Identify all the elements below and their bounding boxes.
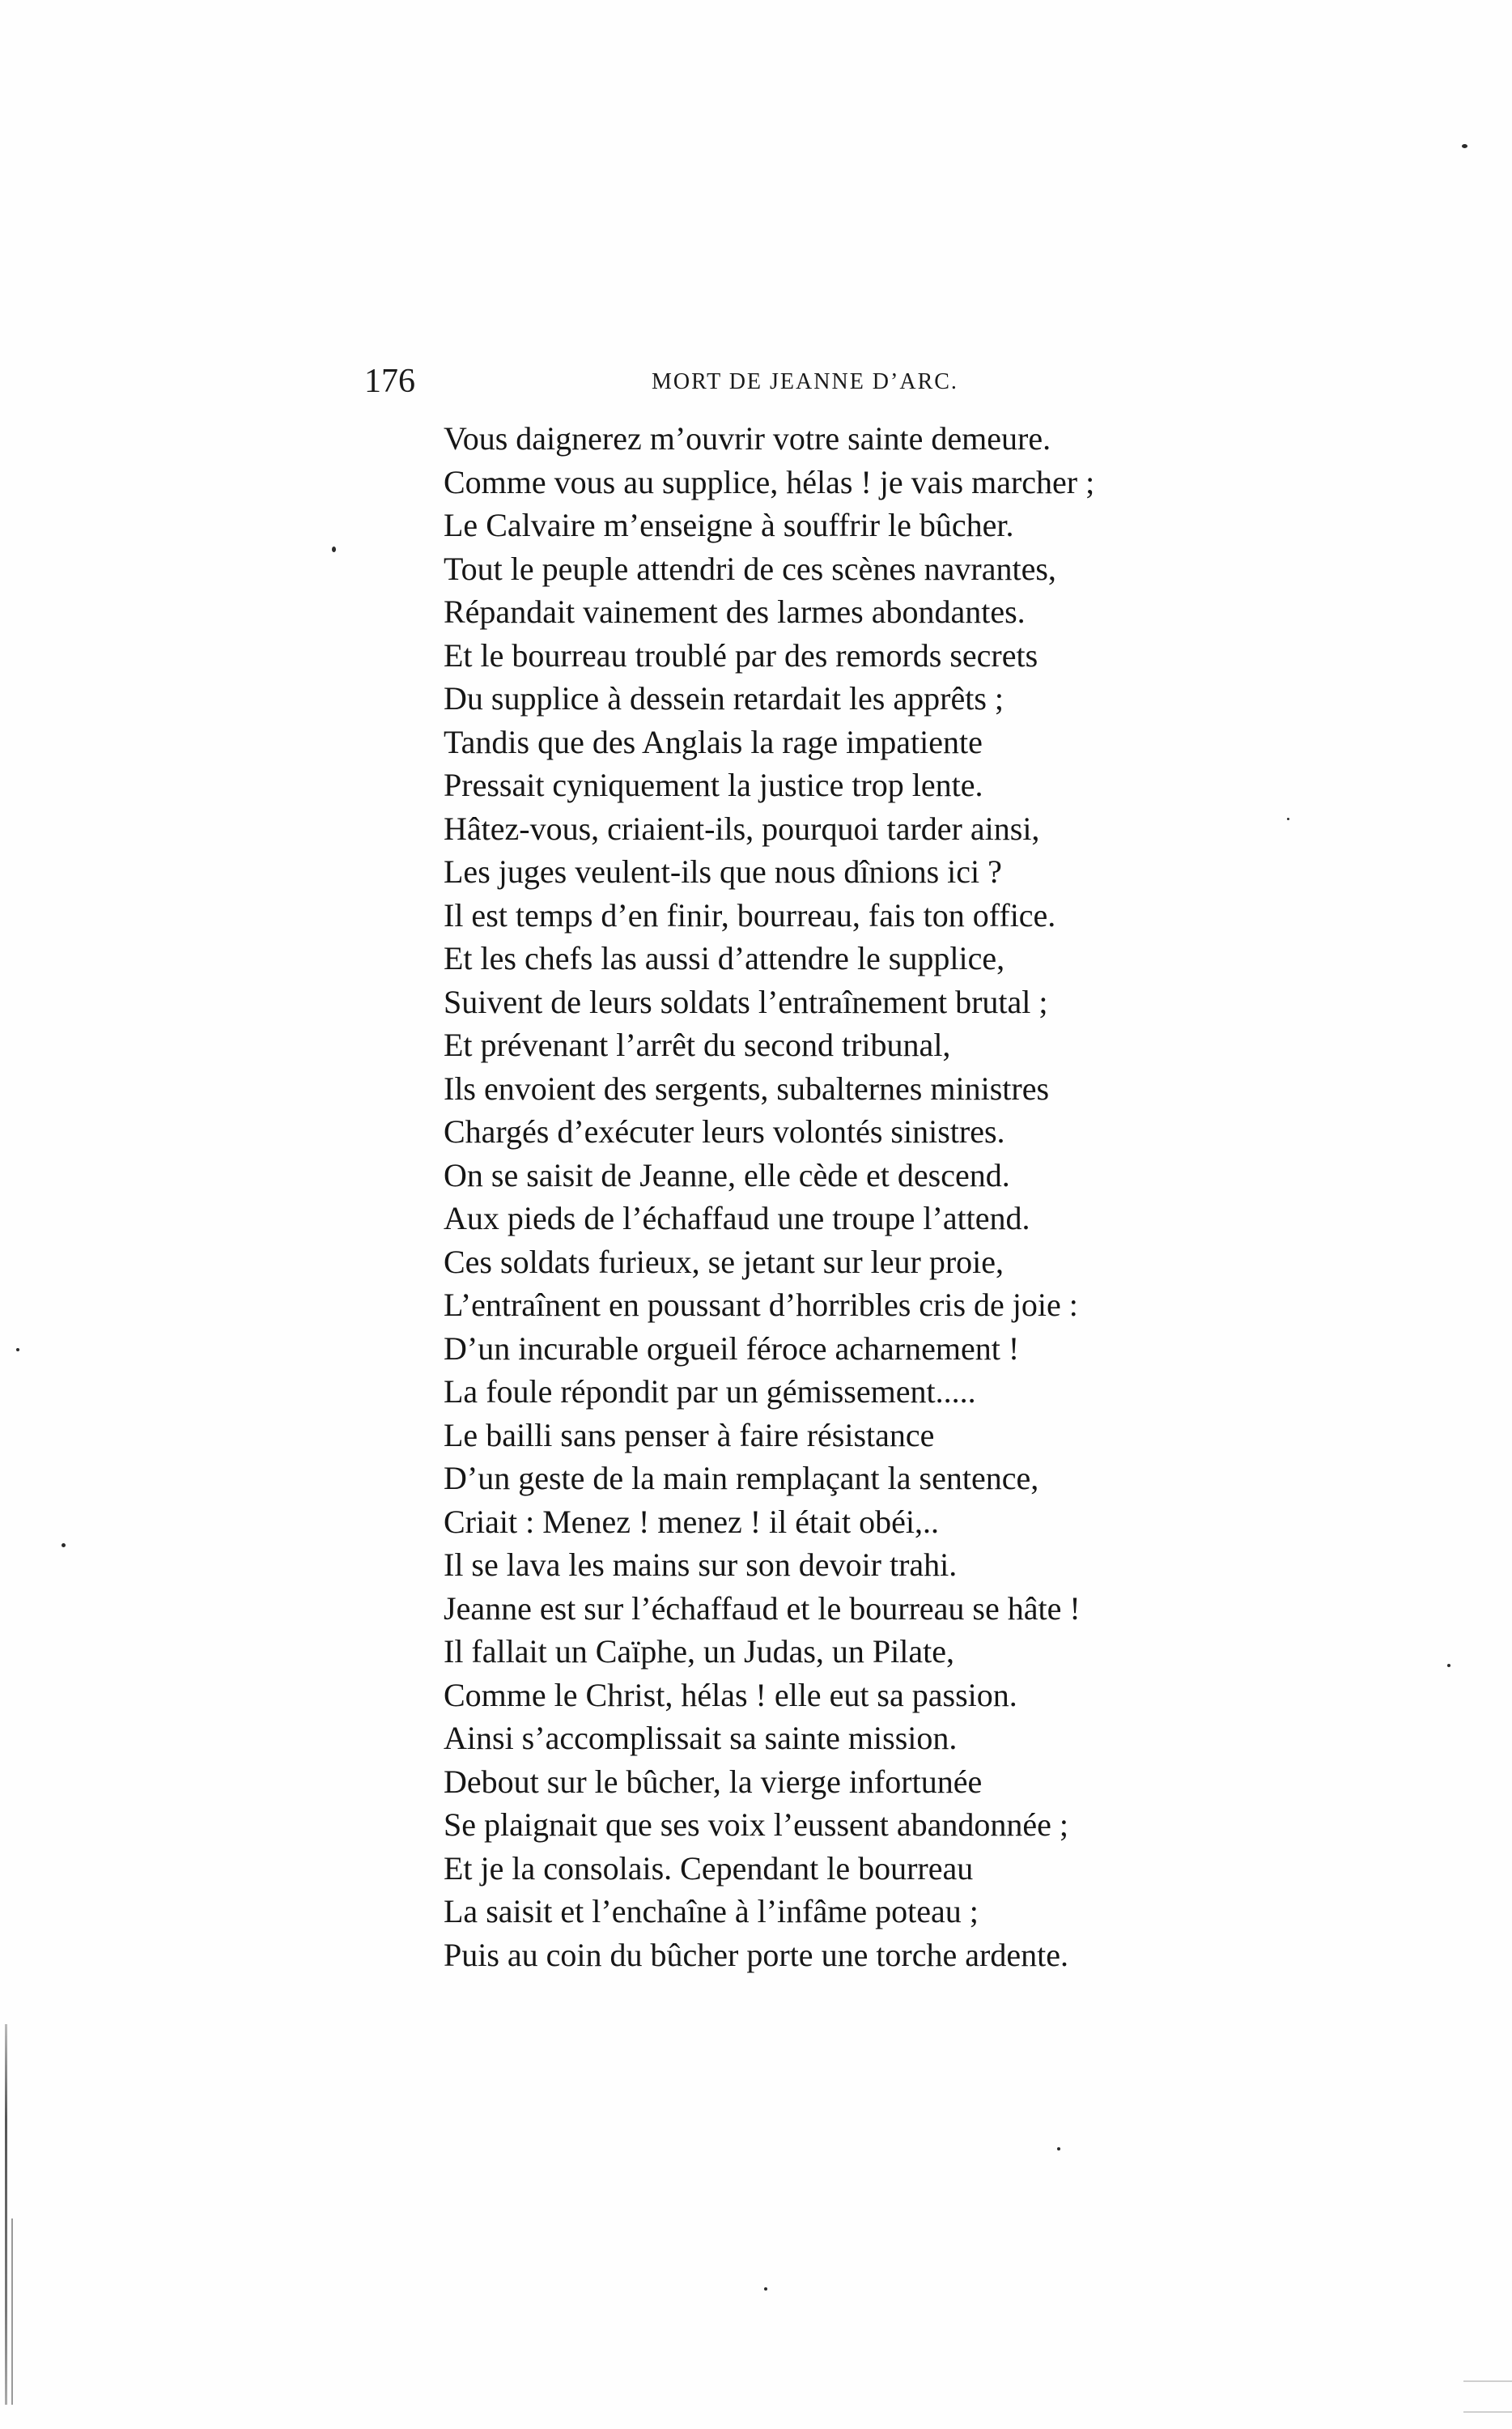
- scan-speck: [332, 547, 336, 552]
- verse-line: Comme vous au supplice, hélas ! je vais marcher ;: [444, 463, 1095, 500]
- verse-line: Puis au coin du bûcher porte une torche ardente.: [444, 1936, 1068, 1973]
- scan-speck: [1447, 1664, 1450, 1667]
- verse-line: Le Calvaire m’enseigne à souffrir le bûcher.: [444, 507, 1014, 543]
- verse-line: Chargés d’exécuter leurs volontés sinistres.: [444, 1113, 1005, 1150]
- verse-line: Debout sur le bûcher, la vierge infortunée: [444, 1763, 983, 1800]
- scan-speck: [764, 2287, 767, 2291]
- verse-block: [444, 417, 1285, 1976]
- page-number: 176: [364, 363, 415, 400]
- verse-line: On se saisit de Jeanne, elle cède et descend.: [444, 1156, 1010, 1193]
- verse-line: D’un incurable orgueil féroce acharnement !: [444, 1329, 1020, 1367]
- verse-line: Il se lava les mains sur son devoir trahi.: [444, 1546, 958, 1583]
- verse-line: Il est temps d’en finir, bourreau, fais ton office.: [444, 896, 1056, 934]
- scan-speck: [16, 1348, 19, 1351]
- verse-line: Du supplice à dessein retardait les apprêts ;: [444, 680, 1004, 717]
- verse-line: D’un geste de la main remplaçant la sentence,: [444, 1460, 1039, 1496]
- verse-line: Ils envoient des sergents, subalternes ministres: [444, 1070, 1050, 1107]
- verse-line: Criait : Menez ! menez ! il était obéi,..: [444, 1503, 939, 1540]
- verse-line: La foule répondit par un gémissement.....: [444, 1373, 976, 1410]
- verse-line: Les juges veulent-ils que nous dînions ici ?: [444, 853, 1002, 890]
- verse-line: Comme le Christ, hélas ! elle eut sa passion.: [444, 1676, 1017, 1713]
- scan-edge-line: [11, 2218, 13, 2405]
- verse-line: La saisit et l’enchaîne à l’infâme poteau ;: [444, 1893, 979, 1929]
- verse-line: Et les chefs las aussi d’attendre le supplice,: [444, 940, 1005, 976]
- verse-line: Il fallait un Caïphe, un Judas, un Pilate,: [444, 1633, 954, 1670]
- verse-line: Et je la consolais. Cependant le bourreau: [444, 1849, 974, 1887]
- verse-line: Répandait vainement des larmes abondantes.: [444, 593, 1026, 630]
- verse-line: Et prévenant l’arrêt du second tribunal,: [444, 1027, 951, 1063]
- scan-speck: [62, 1543, 66, 1547]
- scan-edge-line: [5, 2024, 7, 2405]
- verse-line: Suivent de leurs soldats l’entraînement brutal ;: [444, 983, 1048, 1020]
- verse-line: Tout le peuple attendri de ces scènes navrantes,: [444, 550, 1056, 587]
- verse-line: Le bailli sans penser à faire résistance: [444, 1416, 935, 1453]
- scan-edge-rule: [1463, 2380, 1512, 2382]
- verse-line: Ainsi s’accomplissait sa sainte mission.: [444, 1720, 958, 1756]
- verse-line: Vous daignerez m’ouvrir votre sainte demeure.: [444, 420, 1051, 457]
- page-header: [364, 350, 1093, 406]
- verse-line: Pressait cyniquement la justice trop lente.: [444, 767, 983, 803]
- scan-edge-rule: [1463, 2411, 1512, 2413]
- verse-line: Tandis que des Anglais la rage impatiente: [444, 723, 983, 760]
- verse-line: Se plaignait que ses voix l’eussent abandonnée ;: [444, 1806, 1069, 1843]
- verse-line: Et le bourreau troublé par des remords secrets: [444, 636, 1038, 674]
- scan-speck: [1057, 2147, 1060, 2150]
- verse-line: Aux pieds de l’échaffaud une troupe l’attend.: [444, 1200, 1030, 1236]
- verse-line: L’entraînent en poussant d’horribles cris de joie :: [444, 1287, 1078, 1323]
- verse-line: Hâtez-vous, criaient-ils, pourquoi tarder ainsi,: [444, 810, 1040, 847]
- running-title: MORT DE JEANNE D’ARC.: [652, 369, 958, 394]
- verse-line: Ces soldats furieux, se jetant sur leur proie,: [444, 1243, 1004, 1280]
- scan-speck: [1462, 144, 1467, 148]
- scan-speck: [1287, 818, 1289, 820]
- verse-line: Jeanne est sur l’échaffaud et le bourreau se hâte !: [444, 1589, 1081, 1627]
